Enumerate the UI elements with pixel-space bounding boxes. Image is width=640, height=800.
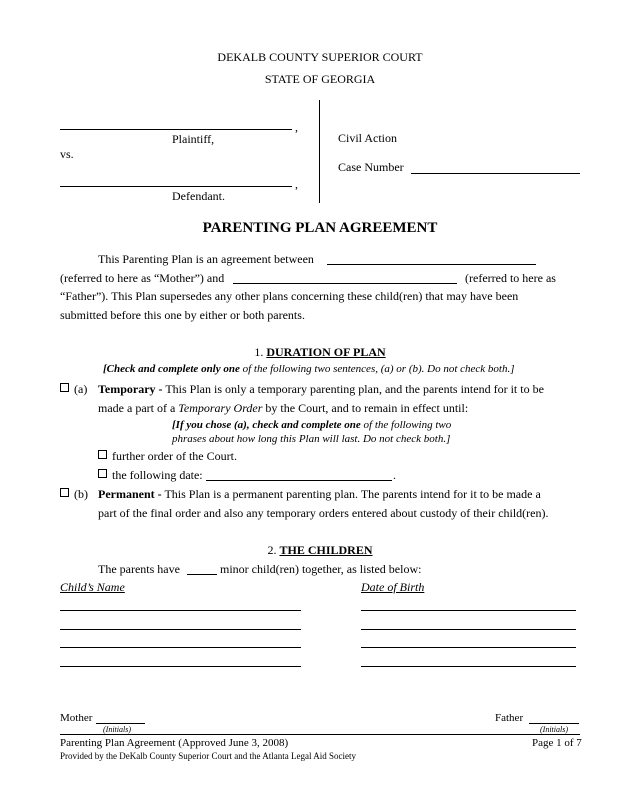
option-a-sub-instruction-2: phrases about how long this Plan will last. Do not check both.]	[172, 433, 451, 445]
option-a2-checkbox[interactable]	[98, 469, 107, 478]
father-initials-field[interactable]	[529, 723, 579, 724]
defendant-comma: ,	[295, 177, 298, 191]
vs-label: vs.	[60, 147, 74, 161]
option-b-line-1: Permanent - This Plan is a permanent parenting plan. The parents intend for it to be made a	[98, 487, 541, 501]
option-a2-row: the following date:	[98, 468, 203, 483]
defendant-label: Defendant.	[172, 189, 225, 203]
child-name-field-3[interactable]	[60, 647, 301, 648]
intro-line-4: submitted before this one by either or both parents.	[60, 308, 305, 322]
mother-name-field[interactable]	[327, 264, 536, 265]
section-1-heading	[0, 345, 640, 360]
plaintiff-comma: ,	[295, 120, 298, 134]
option-a-row	[60, 382, 87, 397]
intro-line-2b: (referred to here as	[465, 271, 556, 285]
section-1-instruction: [Check and complete only one of the following two sentences, (a) or (b). Do not check both.]	[103, 363, 515, 375]
state-name: STATE OF GEORGIA	[264, 72, 376, 86]
option-b-checkbox[interactable]	[60, 488, 69, 497]
footer-page-number: Page 1 of 7	[532, 737, 582, 749]
child-dob-field-3[interactable]	[361, 647, 576, 648]
child-name-header: Child’s Name	[60, 580, 125, 594]
mother-initials-caption: (Initials)	[103, 725, 131, 734]
case-number-field[interactable]	[411, 173, 580, 174]
intro-line-2a: (referred to here as “Mother”) and	[60, 271, 225, 285]
section-1-number: 1.	[254, 345, 264, 359]
intro-line-3: “Father”). This Plan supersedes any other plans concerning these child(ren) that may have been	[60, 289, 519, 303]
option-a-marker: (a)	[74, 382, 88, 396]
children-count-pre: The parents have	[98, 562, 180, 576]
section-2-heading	[0, 543, 640, 558]
plaintiff-label: Plaintiff,	[172, 132, 215, 146]
footer-plan-label: Parenting Plan Agreement (Approved June 3, 2008)	[60, 737, 289, 749]
option-b-marker: (b)	[74, 487, 88, 501]
father-name-field[interactable]	[233, 283, 457, 284]
case-number-label: Case Number	[338, 160, 404, 174]
children-count-field[interactable]	[187, 574, 217, 575]
child-dob-header: Date of Birth	[361, 580, 425, 594]
option-a-checkbox[interactable]	[60, 383, 69, 392]
option-a-line-1: Temporary - This Plan is only a temporary parenting plan, and the parents intend for it to be	[98, 382, 544, 396]
father-initials-label: Father	[495, 712, 524, 724]
child-dob-field-2[interactable]	[361, 629, 576, 630]
child-name-field-4[interactable]	[60, 666, 301, 667]
mother-initials-field[interactable]	[96, 723, 145, 724]
child-name-field-2[interactable]	[60, 629, 301, 630]
child-dob-field-4[interactable]	[361, 666, 576, 667]
court-name: DEKALB COUNTY SUPERIOR COURT	[217, 50, 423, 64]
footer-provided-by: Provided by the DeKalb County Superior Court and the Atlanta Legal Aid Society	[60, 751, 356, 761]
option-a-sub-instruction-1: [If you chose (a), check and complete one of the following two	[172, 419, 452, 431]
end-date-period: .	[393, 468, 396, 482]
caption-divider	[319, 100, 320, 203]
child-name-field-1[interactable]	[60, 610, 301, 611]
defendant-line[interactable]	[60, 186, 292, 187]
footer-rule	[60, 734, 580, 735]
option-a-line-2: made a part of a Temporary Order by the Court, and to remain in effect until:	[98, 401, 469, 415]
plaintiff-line[interactable]	[60, 129, 292, 130]
option-b-row	[60, 487, 88, 502]
civil-action-label: Civil Action	[338, 131, 398, 145]
option-a1-row: further order of the Court.	[98, 449, 237, 464]
option-b-line-2: part of the final order and also any temporary orders entered about custody of their child(ren).	[98, 506, 549, 520]
child-dob-field-1[interactable]	[361, 610, 576, 611]
section-2-number: 2.	[267, 543, 277, 557]
intro-line-1: This Parenting Plan is an agreement between	[98, 252, 314, 266]
end-date-field[interactable]	[206, 480, 392, 481]
section-1-title: DURATION OF PLAN	[266, 345, 386, 359]
children-count-post: minor child(ren) together, as listed below:	[220, 562, 422, 576]
father-initials-caption: (Initials)	[540, 725, 568, 734]
option-a1-checkbox[interactable]	[98, 450, 107, 459]
section-2-title: THE CHILDREN	[279, 543, 373, 557]
mother-initials-label: Mother	[60, 712, 93, 724]
document-title: PARENTING PLAN AGREEMENT	[202, 220, 438, 236]
